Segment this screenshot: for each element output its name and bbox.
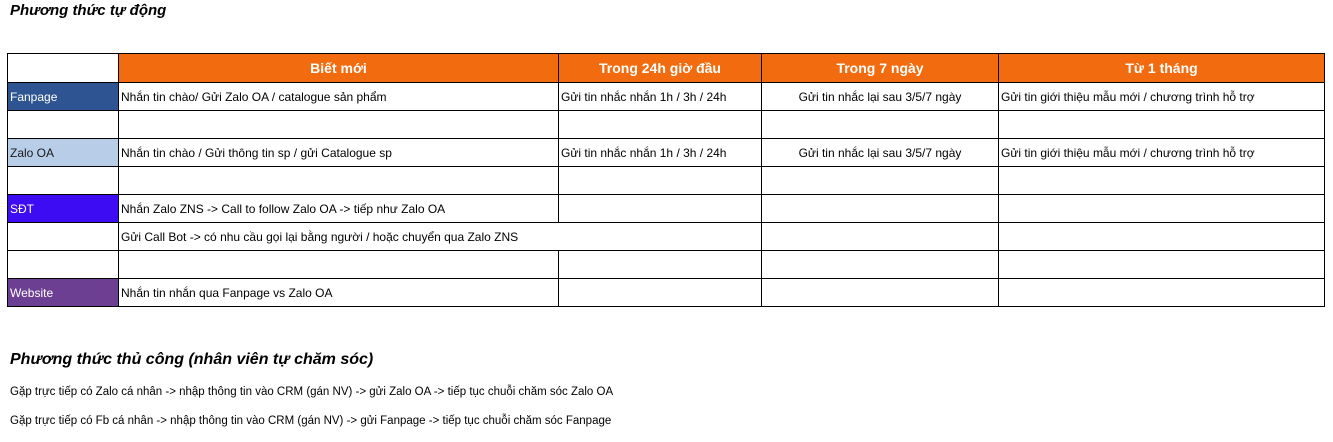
empty-cell [8, 167, 119, 195]
empty-cell [559, 195, 762, 223]
cell-fanpage-24h: Gửi tin nhắc nhắn 1h / 3h / 24h [559, 83, 762, 111]
row-label-sdt: SĐT [8, 195, 119, 223]
cell-zalo-1-thang: Gửi tin giới thiệu mẫu mới / chương trình hỗ trợ [999, 139, 1325, 167]
empty-cell [8, 223, 119, 251]
table-row-empty [8, 251, 1325, 279]
row-label-zalo-oa: Zalo OA [8, 139, 119, 167]
header-24h: Trong 24h giờ đầu [559, 54, 762, 83]
cell-sdt-callbot: Gửi Call Bot -> có nhu cầu gọi lại bằng người / hoặc chuyển qua Zalo ZNS [119, 223, 559, 251]
manual-line-fanpage: Gặp trực tiếp có Fb cá nhân -> nhập thông tin vào CRM (gán NV) -> gửi Fanpage -> tiếp tục chuỗi chăm sóc Fanpage [10, 415, 612, 427]
empty-cell [762, 223, 999, 251]
cell-website-biet-moi: Nhắn tin nhắn qua Fanpage vs Zalo OA [119, 279, 559, 307]
cell-sdt-biet-moi: Nhắn Zalo ZNS -> Call to follow Zalo OA -> tiếp như Zalo OA [119, 195, 559, 223]
manual-line-zalo: Gặp trực tiếp có Zalo cá nhân -> nhập thông tin vào CRM (gán NV) -> gửi Zalo OA -> tiếp tục chuỗi chăm sóc Zalo OA [10, 386, 614, 398]
empty-cell [999, 167, 1325, 195]
empty-cell [999, 279, 1325, 307]
empty-cell [762, 111, 999, 139]
empty-cell [559, 223, 762, 251]
automation-table [7, 53, 1325, 307]
table-row-fanpage [8, 83, 1325, 111]
table-row-sdt-callbot [8, 223, 1325, 251]
empty-cell [559, 111, 762, 139]
cell-fanpage-biet-moi: Nhắn tin chào/ Gửi Zalo OA / catalogue sản phẩm [119, 83, 559, 111]
manual-section-title: Phương thức thủ công (nhân viên tự chăm sóc) [10, 351, 374, 368]
header-corner-cell [8, 54, 119, 83]
row-label-fanpage: Fanpage [8, 83, 119, 111]
header-1-thang: Từ 1 tháng [999, 54, 1325, 83]
table-row-zalo-oa [8, 139, 1325, 167]
empty-cell [762, 195, 999, 223]
cell-fanpage-7-ngay: Gửi tin nhắc lại sau 3/5/7 ngày [762, 83, 999, 111]
table-row-empty [8, 167, 1325, 195]
empty-cell [559, 251, 762, 279]
cell-zalo-24h: Gửi tin nhắc nhắn 1h / 3h / 24h [559, 139, 762, 167]
row-label-website: Website [8, 279, 119, 307]
empty-cell [559, 279, 762, 307]
empty-cell [999, 195, 1325, 223]
empty-cell [762, 251, 999, 279]
empty-cell [999, 111, 1325, 139]
empty-cell [762, 279, 999, 307]
cell-zalo-biet-moi: Nhắn tin chào / Gửi thông tin sp / gửi Catalogue sp [119, 139, 559, 167]
empty-cell [119, 111, 559, 139]
empty-cell [119, 167, 559, 195]
table-row-sdt [8, 195, 1325, 223]
table-row-website [8, 279, 1325, 307]
header-7-ngay: Trong 7 ngày [762, 54, 999, 83]
empty-cell [999, 251, 1325, 279]
empty-cell [8, 111, 119, 139]
empty-cell [559, 167, 762, 195]
empty-cell [8, 251, 119, 279]
header-biet-moi: Biết mới [119, 54, 559, 83]
auto-section-title: Phương thức tự động [10, 2, 167, 19]
empty-cell [762, 167, 999, 195]
cell-fanpage-1-thang: Gửi tin giới thiệu mẫu mới / chương trình hỗ trợ [999, 83, 1325, 111]
table-header-row [8, 54, 1325, 83]
empty-cell [999, 223, 1325, 251]
cell-zalo-7-ngay: Gửi tin nhắc lại sau 3/5/7 ngày [762, 139, 999, 167]
table-row-empty [8, 111, 1325, 139]
empty-cell [119, 251, 559, 279]
